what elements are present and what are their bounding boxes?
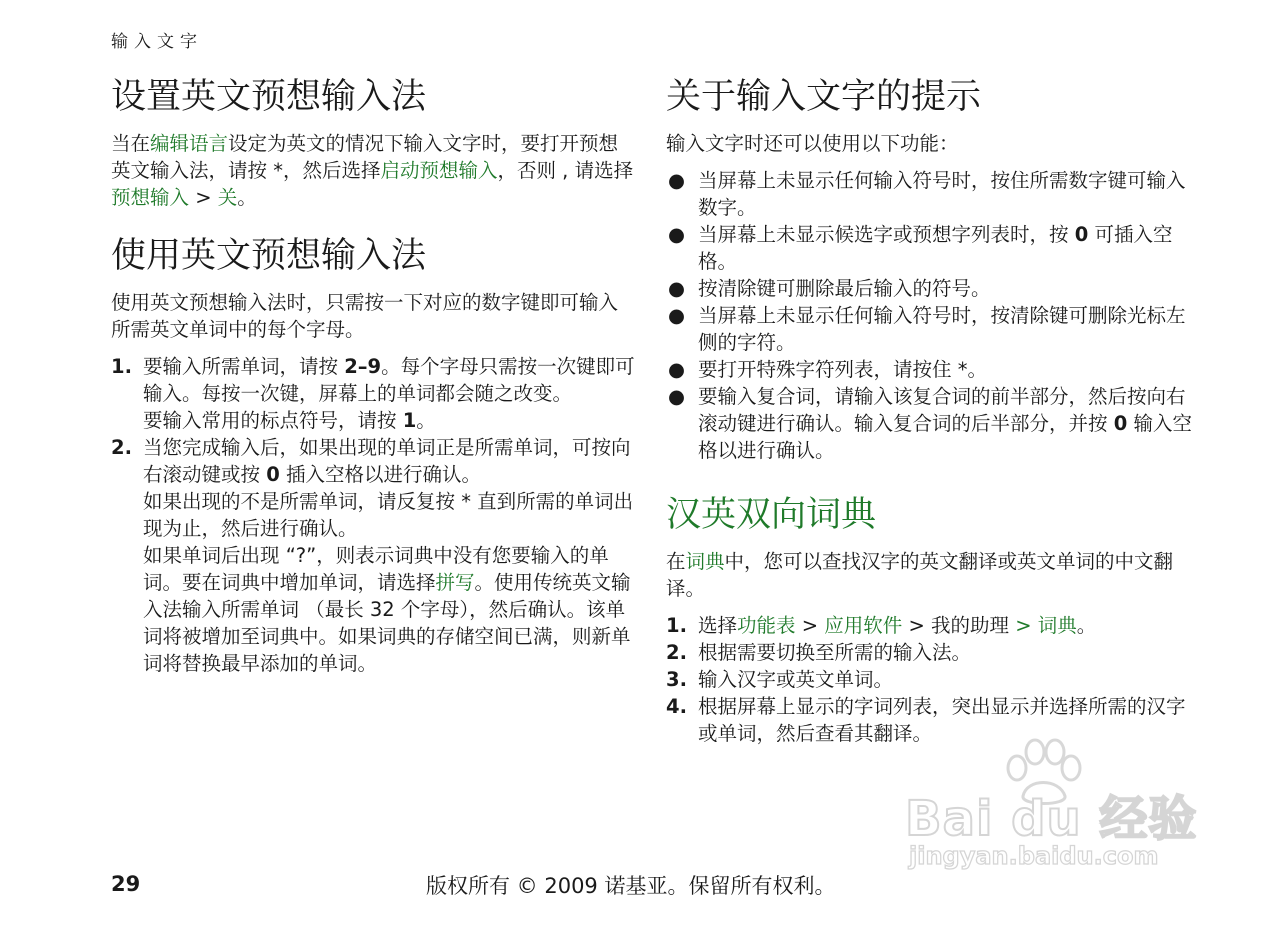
bullet-icon: ● [668, 277, 686, 300]
list-item [666, 383, 1196, 464]
right-column [666, 76, 1196, 747]
text: 根据屏幕上显示的字词列表，突出显示并选择所需的汉字或单词，然后查看其翻译。 [698, 695, 1186, 745]
text: 要输入常用的标点符号，请按 [143, 409, 403, 432]
numbered-list [111, 353, 636, 677]
item-text [143, 353, 636, 407]
item-number: 1. [111, 355, 132, 378]
section-dictionary [666, 494, 1196, 747]
watermark-url: jingyan.baidu.com [909, 842, 1159, 870]
key-label: 0 [266, 463, 280, 486]
menu-term: 编辑语言 [150, 132, 229, 155]
left-column [111, 76, 636, 677]
text: 输入空格以进行确认。 [698, 412, 1192, 462]
item-text [143, 407, 636, 434]
list-item [666, 167, 1196, 221]
text: > [189, 186, 218, 209]
text: 如果单词后出现 “?”，则表示词典中没有您要输入的单词。要在词典中增加单词，请选择 [143, 544, 609, 594]
paragraph [111, 130, 636, 211]
text: > [795, 614, 825, 637]
paragraph: 输入文字时还可以使用以下功能： [666, 132, 959, 155]
text: 当您完成输入后，如果出现的单词正是所需单词，可按向右滚动键或按 [143, 436, 631, 486]
bullet-icon: ● [668, 304, 686, 327]
list-item [666, 275, 1196, 302]
item-text [143, 542, 636, 677]
menu-term: 功能表 [737, 614, 796, 637]
text: 可插入空格。 [698, 223, 1173, 273]
item-number: 2. [666, 641, 687, 664]
text: 当在 [111, 132, 151, 155]
bullet-icon: ● [668, 223, 686, 246]
menu-term: 预想输入 [111, 186, 190, 209]
menu-term: > 词典 [1015, 614, 1077, 637]
text: 输入汉字或英文单词。 [698, 668, 894, 691]
paragraph [666, 548, 1196, 602]
text: 在 [666, 550, 686, 573]
section-setup-predictive [111, 76, 636, 211]
item-text: 如果出现的不是所需单词，请反复按 * 直到所需的单词出现为止，然后进行确认。 [143, 490, 634, 540]
text: 当屏幕上未显示任何输入符号时，按住所需数字键可输入数字。 [698, 169, 1186, 219]
bullet-icon: ● [668, 385, 686, 408]
section-use-predictive [111, 235, 636, 677]
text: 插入空格以进行确认。 [279, 463, 481, 486]
text: > 我的助理 [902, 614, 1016, 637]
menu-term: 应用软件 [824, 614, 903, 637]
text: 要输入复合词，请输入该复合词的前半部分，然后按向右滚动键进行确认。输入复合词的后半部分，并按 [698, 385, 1186, 435]
text: 选择 [698, 614, 738, 637]
numbered-list [666, 612, 1196, 747]
list-item [666, 612, 1196, 639]
item-text [143, 434, 636, 488]
bullet-icon: ● [668, 169, 686, 192]
list-item [666, 666, 1196, 693]
item-number: 4. [666, 695, 687, 718]
list-item [666, 302, 1196, 356]
key-label: 0 [1074, 223, 1089, 246]
item-number: 3. [666, 668, 687, 691]
text: ，否则 , 请选择 [497, 159, 634, 182]
item-number: 2. [111, 436, 132, 459]
text: 。 [416, 409, 436, 432]
text: 当屏幕上未显示任何输入符号时，按清除键可删除光标左侧的字符。 [698, 304, 1186, 354]
list-item [666, 356, 1196, 383]
section-title: 关于输入文字的提示 [666, 77, 982, 117]
bullet-list [666, 167, 1196, 464]
text: 要打开特殊字符列表，请按住 *。 [698, 358, 987, 381]
text: 当屏幕上未显示候选字或预想字列表时，按 [698, 223, 1075, 246]
text: 。使用传统英文输入法输入所需单词 （最长 32 个字母），然后确认。该单词将被增加至词典中。如果词典的存储空间已满，则新单词将替换最早添加的单词。 [143, 571, 631, 675]
menu-term: 启动预想输入 [380, 159, 498, 182]
key-label: 0 [1113, 412, 1128, 435]
text: 。 [1076, 614, 1097, 637]
menu-term: 关 [217, 186, 238, 209]
watermark-brand: Bai du 经验 [905, 791, 1198, 847]
key-label: 1 [402, 409, 417, 432]
menu-term: 拼写 [435, 571, 475, 594]
text: 按清除键可删除最后输入的符号。 [698, 277, 991, 300]
running-header: 输入文字 [111, 32, 203, 52]
copyright-notice: 版权所有 © 2009 诺基亚。保留所有权利。 [426, 874, 836, 898]
text: 。每个字母只需按一次键即可输入。每按一次键，屏幕上的单词都会随之改变。 [143, 355, 635, 405]
paragraph: 使用英文预想输入法时，只需按一下对应的数字键即可输入所需英文单词中的每个字母。 [111, 291, 619, 341]
list-item [111, 353, 636, 434]
text: 要输入所需单词，请按 [143, 355, 345, 378]
section-title: 设置英文预想输入法 [111, 77, 427, 117]
text: 设定为英文的情况下输入文字时，要打开预想英文输入法，请按 *，然后选择 [111, 132, 619, 182]
list-item [111, 434, 636, 677]
page-number: 29 [111, 872, 141, 896]
item-number: 1. [666, 614, 687, 637]
list-item [666, 221, 1196, 275]
key-label: 2–9 [344, 355, 382, 378]
text: 中，您可以查找汉字的英文翻译或英文单词的中文翻译。 [666, 550, 1174, 600]
text: 根据需要切换至所需的输入法。 [698, 641, 972, 664]
baidu-jingyan-watermark [905, 738, 1205, 878]
section-title: 使用英文预想输入法 [111, 236, 427, 276]
text: 。 [237, 186, 257, 209]
list-item [666, 639, 1196, 666]
section-title: 汉英双向词典 [666, 495, 877, 535]
bullet-icon: ● [668, 358, 686, 381]
section-tips [666, 76, 1196, 464]
menu-term: 词典 [685, 550, 725, 573]
